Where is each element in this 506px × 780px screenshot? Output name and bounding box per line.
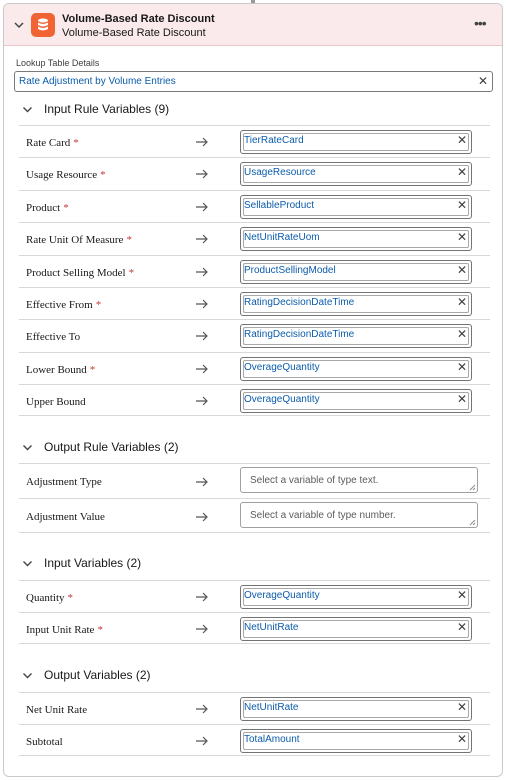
variable-row bbox=[19, 157, 490, 190]
resize-handle-icon[interactable] bbox=[469, 519, 476, 526]
variable-pill[interactable] bbox=[240, 130, 472, 154]
arrow-right-icon bbox=[195, 330, 209, 342]
required-marker: * bbox=[73, 137, 79, 149]
chevron-down-icon[interactable] bbox=[22, 558, 33, 569]
variable-label: Lower Bound * bbox=[26, 364, 96, 376]
required-marker: * bbox=[89, 364, 96, 376]
variable-value: SellableProduct bbox=[244, 200, 315, 211]
variable-row bbox=[19, 580, 490, 612]
arrow-right-icon bbox=[195, 136, 209, 148]
variable-label: Rate Unit Of Measure * bbox=[26, 234, 132, 246]
variable-pill[interactable] bbox=[240, 389, 472, 413]
close-icon[interactable]: ✕ bbox=[477, 74, 488, 88]
chevron-down-icon[interactable] bbox=[22, 670, 33, 681]
variable-label: Adjustment Value bbox=[26, 511, 105, 523]
arrow-right-icon bbox=[195, 168, 209, 180]
variable-row bbox=[19, 498, 490, 533]
variable-label: Usage Resource * bbox=[26, 169, 106, 181]
variable-row bbox=[19, 222, 490, 255]
variable-value: NetUnitRate bbox=[244, 702, 299, 713]
close-icon[interactable]: ✕ bbox=[456, 230, 467, 244]
lookup-table-value: Rate Adjustment by Volume Entries bbox=[19, 76, 176, 87]
variable-label: Product * bbox=[26, 202, 69, 214]
required-marker: * bbox=[128, 267, 135, 279]
variable-label: Product Selling Model * bbox=[26, 267, 135, 279]
combobox-placeholder: Select a variable of type text. bbox=[250, 475, 379, 486]
arrow-right-icon bbox=[195, 476, 209, 488]
variable-pill[interactable] bbox=[240, 227, 472, 251]
required-marker: * bbox=[100, 169, 106, 181]
arrow-right-icon bbox=[195, 233, 209, 245]
lookup-table-pill[interactable] bbox=[14, 71, 493, 92]
arrow-right-icon bbox=[195, 703, 209, 715]
arrow-right-icon bbox=[195, 511, 209, 523]
variable-row bbox=[19, 190, 490, 222]
close-icon[interactable]: ✕ bbox=[456, 198, 467, 212]
variable-value: OverageQuantity bbox=[244, 590, 320, 601]
variable-value: NetUnitRate bbox=[244, 622, 299, 633]
close-icon[interactable]: ✕ bbox=[456, 133, 467, 147]
arrow-right-icon bbox=[195, 735, 209, 747]
variable-pill[interactable] bbox=[240, 162, 472, 186]
chevron-down-icon[interactable] bbox=[22, 442, 33, 453]
combobox-placeholder: Select a variable of type number. bbox=[250, 510, 396, 521]
close-icon[interactable]: ✕ bbox=[456, 620, 467, 634]
variable-value: UsageResource bbox=[244, 167, 316, 178]
required-marker: * bbox=[97, 624, 103, 636]
variable-label: Upper Bound bbox=[26, 396, 86, 408]
variable-pill[interactable] bbox=[240, 195, 472, 219]
resize-handle-icon[interactable] bbox=[469, 484, 476, 491]
arrow-right-icon bbox=[195, 623, 209, 635]
variable-row bbox=[19, 125, 490, 157]
card-header bbox=[4, 4, 502, 46]
arrow-right-icon bbox=[195, 298, 209, 310]
variable-row bbox=[19, 287, 490, 319]
close-icon[interactable]: ✕ bbox=[456, 165, 467, 179]
variable-combobox[interactable] bbox=[240, 467, 478, 493]
chevron-down-icon[interactable] bbox=[13, 19, 25, 31]
variable-value: RatingDecisionDateTime bbox=[244, 297, 355, 308]
close-icon[interactable]: ✕ bbox=[456, 732, 467, 746]
lookup-table-label: Lookup Table Details bbox=[16, 58, 100, 68]
variable-label: Quantity * bbox=[26, 592, 73, 604]
arrow-right-icon bbox=[195, 266, 209, 278]
chevron-down-icon[interactable] bbox=[22, 104, 33, 115]
section-title: Output Rule Variables (2) bbox=[44, 440, 179, 454]
variable-value: NetUnitRateUom bbox=[244, 232, 320, 243]
variable-label: Adjustment Type bbox=[26, 476, 102, 488]
variable-value: TotalAmount bbox=[244, 734, 300, 745]
variable-pill[interactable] bbox=[240, 260, 472, 284]
variable-combobox[interactable] bbox=[240, 502, 478, 528]
variable-label: Net Unit Rate bbox=[26, 704, 88, 716]
variable-row bbox=[19, 384, 490, 416]
close-icon[interactable]: ✕ bbox=[456, 327, 467, 341]
close-icon[interactable]: ✕ bbox=[456, 295, 467, 309]
variable-value: ProductSellingModel bbox=[244, 265, 336, 276]
more-actions-icon[interactable]: ••• bbox=[474, 15, 486, 31]
variable-value: OverageQuantity bbox=[244, 362, 320, 373]
variable-row bbox=[19, 612, 490, 644]
section-title: Output Variables (2) bbox=[44, 668, 151, 682]
required-marker: * bbox=[126, 234, 132, 246]
variable-row bbox=[19, 319, 490, 352]
variable-row bbox=[19, 463, 490, 498]
close-icon[interactable]: ✕ bbox=[456, 700, 467, 714]
variable-pill[interactable] bbox=[240, 324, 472, 348]
close-icon[interactable]: ✕ bbox=[456, 392, 467, 406]
variable-pill[interactable] bbox=[240, 357, 472, 381]
required-marker: * bbox=[63, 202, 69, 214]
variable-label: Effective From * bbox=[26, 299, 102, 311]
variable-label: Input Unit Rate * bbox=[26, 624, 103, 636]
variable-row bbox=[19, 255, 490, 287]
variable-pill[interactable] bbox=[240, 585, 472, 609]
close-icon[interactable]: ✕ bbox=[456, 263, 467, 277]
arrow-right-icon bbox=[195, 363, 209, 375]
variable-label: Rate Card * bbox=[26, 137, 79, 149]
variable-label: Effective To bbox=[26, 331, 81, 343]
variable-pill[interactable] bbox=[240, 697, 472, 721]
variable-pill[interactable] bbox=[240, 729, 472, 753]
arrow-right-icon bbox=[195, 201, 209, 213]
variable-value: TierRateCard bbox=[244, 135, 304, 146]
section-title: Input Variables (2) bbox=[44, 556, 142, 570]
variable-value: RatingDecisionDateTime bbox=[244, 329, 355, 340]
database-icon bbox=[31, 13, 55, 37]
close-icon[interactable]: ✕ bbox=[456, 360, 467, 374]
close-icon[interactable]: ✕ bbox=[456, 588, 467, 602]
card-subtitle: Volume-Based Rate Discount bbox=[62, 27, 206, 39]
variable-row bbox=[19, 692, 490, 724]
required-marker: * bbox=[95, 299, 102, 311]
required-marker: * bbox=[67, 592, 73, 604]
step-card bbox=[3, 3, 503, 777]
variable-pill[interactable] bbox=[240, 617, 472, 641]
variable-row bbox=[19, 724, 490, 756]
variable-row bbox=[19, 352, 490, 384]
variable-value: OverageQuantity bbox=[244, 394, 320, 405]
card-title: Volume-Based Rate Discount bbox=[62, 13, 215, 25]
variable-pill[interactable] bbox=[240, 292, 472, 316]
arrow-right-icon bbox=[195, 591, 209, 603]
section-title: Input Rule Variables (9) bbox=[44, 102, 170, 116]
arrow-right-icon bbox=[195, 395, 209, 407]
variable-label: Subtotal bbox=[26, 736, 63, 748]
